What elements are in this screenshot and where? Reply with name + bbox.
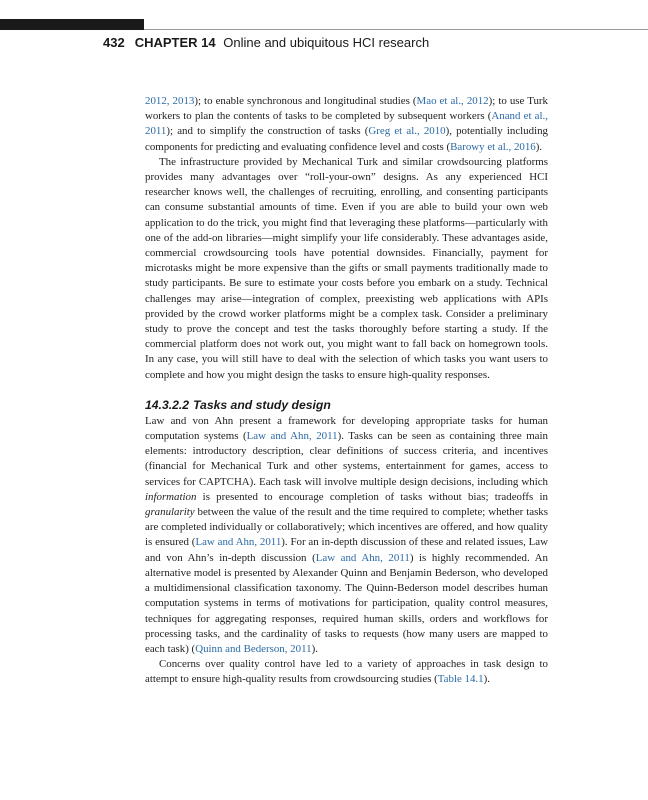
citation-link[interactable]: Law and Ahn, 2011 <box>195 536 282 549</box>
paragraph: The infrastructure provided by Mechanical Turk and similar crowdsourcing platforms provides many advantages over “roll-your-own” designs. As any experienced HCI researcher knows well, the challenges of recruiting, enrolling, and consenting participants can consume substantial amounts of time. Even if you are able to build your own web application to do the trick, you might find that leveraging these platforms—particularly with one of the add-on libraries—might simplify your life considerably. These advantages aside, commercial crowdsourcing tools have potential downsides. Financially, payment for microtasks might be more expensive than the gifts or small payments traditionally made to study participants. Be sure to estimate your costs before you embark on a study. Technical challenges may arise—integration of complex, preexisting web applications with APIs provided by the crowd worker platforms might be a complex task. Consider a preliminary study to prove the concept and test the tasks thoroughly before starting a study. If the commercial platform does not work out, you might want to fall back on homegrown tools. In any case, you will still have to deal with the selection of which tasks you want users to complete and how you might design the tasks to ensure high-quality responses. <box>145 155 548 381</box>
paragraph: 2012, 2013); to enable synchronous and longitudinal studies (Mao et al., 2012); to use Turk workers to plan the contents of tasks to be completed by subsequent workers (Anand et al., 2011); and to simplify the construction of tasks (Greg et al., 2010), potentially including components for predicting and evaluating confidence level and costs (Barowy et al., 2016). <box>145 95 548 153</box>
header-rule <box>144 29 648 30</box>
section-heading <box>145 397 548 413</box>
running-header <box>103 35 643 55</box>
citation-link[interactable]: Anand et al., 2011 <box>145 110 548 138</box>
emphasis: information <box>145 490 197 503</box>
header-bar <box>0 19 144 30</box>
page-body <box>145 94 548 688</box>
table-reference-link[interactable]: Table 14.1 <box>437 673 484 686</box>
citation-link[interactable]: Quinn and Bederson, 2011 <box>195 642 312 655</box>
citation-link[interactable]: 2012, 2013 <box>145 95 195 107</box>
section-title: Tasks and study design <box>193 397 331 412</box>
citation-link[interactable]: Law and Ahn, 2011 <box>315 551 410 564</box>
citation-link[interactable]: Barowy et al., 2016 <box>450 140 536 153</box>
paragraph: Law and von Ahn present a framework for developing appropriate tasks for human computation systems (Law and Ahn, 2011). Tasks can be seen as containing three main elements: introductory description, clear definitions of success criteria, and incentives (financial for Mechanical Turk and other systems, entertainment for games, access to services for CAPTCHA). Each task will involve multiple design decisions, including which information is presented to encourage completion of tasks without bias; tradeoffs in granularity between the value of the result and the time required to complete; whether tasks are completed individually or collaboratively; which incentives are offered, and how quality is ensured (Law and Ahn, 2011). For an in-depth discussion of these and related issues, Law and von Ahn’s in-depth discussion (Law and Ahn, 2011) is highly recommended. An alternative model is presented by Alexander Quinn and Benjamin Bederson, who developed a multidimensional classification taxonomy. The Quinn-Bederson model describes human computation systems in terms of motivations for participation, quality control measures, techniques for aggregating responses, required human skills, orders and workflows for processing tasks, and the cardinality of tasks to requests (how many users are mapped to each task) (Quinn and Bederson, 2011). <box>145 414 548 655</box>
chapter-title: Online and ubiquitous HCI research <box>223 35 430 50</box>
chapter-label: CHAPTER 14 <box>134 35 216 50</box>
paragraph: Concerns over quality control have led to a variety of approaches in task design to attempt to ensure high-quality results from crowdsourcing studies (Table 14.1). <box>145 658 548 686</box>
citation-link[interactable]: Mao et al., 2012 <box>416 95 489 107</box>
citation-link[interactable]: Greg et al., 2010 <box>368 125 446 138</box>
emphasis: granularity <box>145 506 195 519</box>
citation-link[interactable]: Law and Ahn, 2011 <box>246 430 338 443</box>
section-number: 14.3.2.2 <box>145 397 190 412</box>
page-number: 432 <box>103 35 125 50</box>
